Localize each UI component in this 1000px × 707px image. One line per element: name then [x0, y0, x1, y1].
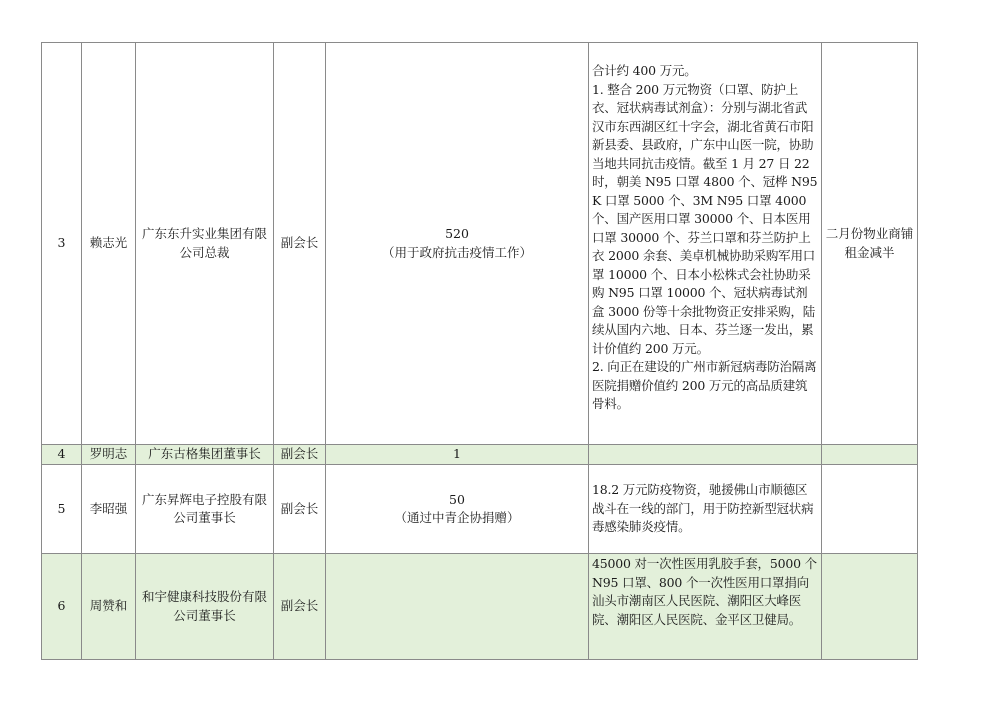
donation-amount-cell — [326, 554, 589, 660]
material-donation-cell — [589, 445, 822, 465]
member-name-cell: 罗明志 — [82, 445, 136, 465]
other-support-cell — [822, 554, 918, 660]
member-name-cell: 赖志光 — [82, 43, 136, 445]
position-cell: 副会长 — [274, 43, 326, 445]
material-donation-line: 18.2 万元防疫物资，驰援佛山市顺德区战斗在一线的部门，用于防控新型冠状病毒感染肺炎疫情。 — [592, 482, 814, 534]
donation-amount-cell — [326, 43, 589, 445]
table-row — [42, 445, 918, 465]
donation-amount-note: （用于政府抗击疫情工作） — [381, 244, 532, 260]
member-name-cell: 李昭强 — [82, 465, 136, 554]
other-support-cell: 二月份物业商铺租金减半 — [822, 43, 918, 445]
company-title-cell: 广东古格集团董事长 — [136, 445, 274, 465]
donation-amount-cell — [326, 445, 589, 465]
donation-amount-note: （通过中青企协捐赠） — [394, 510, 520, 525]
material-donation-line: 1. 整合 200 万元物资（口罩、防护上衣、冠状病毒试剂盒）：分别与湖北省武汉市东西湖区红十字会，湖北省黄石市阳新县委、县政府，广东中山医一院，协助当地共同抗击疫情。截至 1 月 27 日 22 时，朝美 N95 口罩 4800 个、冠桦 N95K 口罩 5000 个、3M N95 口罩 4000 个、国产医用口罩 30000 个、日本医用口罩 30000 个、芬兰口罩和芬兰防护上衣 2000 余套、美卓机械协助采购军用口罩 10000 个、日本小松株式会社协助采购 N95 口罩 10000 个、冠状病毒试剂盒 3000 份等十余批物资正安排采购，陆续从国内六地、日本、芬兰逐一发出，累计价值约 200 万元。 — [592, 81, 818, 356]
table-row — [42, 465, 918, 554]
position-cell: 副会长 — [274, 554, 326, 660]
material-donation-cell — [589, 554, 822, 660]
donation-table — [41, 42, 918, 660]
member-name-cell: 周赞和 — [82, 554, 136, 660]
other-support-cell — [822, 465, 918, 554]
company-title-cell: 和宇健康科技股份有限公司董事长 — [136, 554, 274, 660]
donation-amount-cell — [326, 465, 589, 554]
row-number-cell: 6 — [42, 554, 82, 660]
table-row — [42, 43, 918, 445]
material-donation-cell — [589, 43, 822, 445]
donation-amount: 520 — [445, 226, 469, 241]
material-donation-line: 2. 向正在建设的广州市新冠病毒防治隔离医院捐赠价值约 200 万元的高品质建筑骨料。 — [592, 359, 817, 411]
row-number-cell: 4 — [42, 445, 82, 465]
position-cell: 副会长 — [274, 465, 326, 554]
material-donation-line: 45000 对一次性医用乳胶手套，5000 个 N95 口罩、800 个一次性医用口罩捐向汕头市潮南区人民医院、潮阳区大峰医院、潮阳区人民医院、金平区卫健局。 — [592, 556, 817, 627]
row-number-cell: 3 — [42, 43, 82, 445]
material-donation-cell — [589, 465, 822, 554]
other-support-cell — [822, 445, 918, 465]
company-title-cell: 广东昇辉电子控股有限公司董事长 — [136, 465, 274, 554]
table-row — [42, 554, 918, 660]
position-cell: 副会长 — [274, 445, 326, 465]
donation-amount: 1 — [453, 446, 461, 462]
donation-amount: 50 — [449, 491, 465, 507]
material-donation-line: 合计约 400 万元。 — [592, 63, 697, 78]
company-title-cell: 广东东升实业集团有限公司总裁 — [136, 43, 274, 445]
row-number-cell: 5 — [42, 465, 82, 554]
